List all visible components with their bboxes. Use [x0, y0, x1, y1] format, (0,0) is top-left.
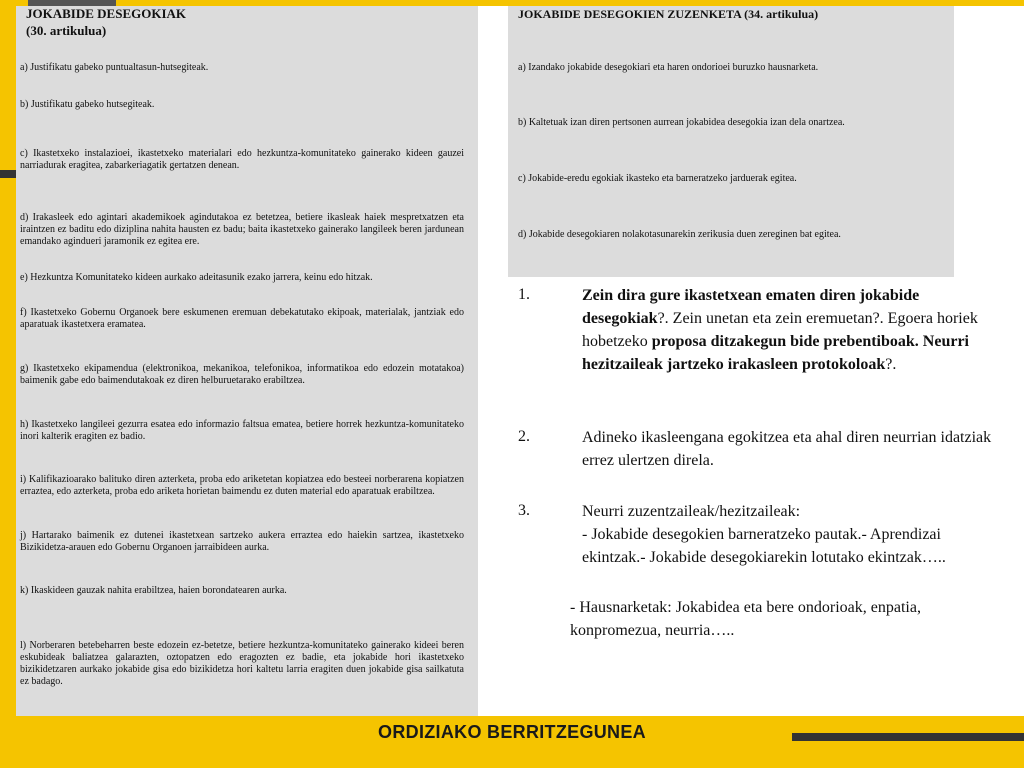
question-text	[582, 426, 1002, 472]
yellow-frame-left	[0, 0, 16, 768]
right-item-d: d) Jokabide desegokiaren nolakotasunarekin zerikusia duen zereginen bat egitea.	[518, 229, 841, 240]
left-item-j: j) Hartarako baimenik ez dutenei ikastetxean sartzeko aukera erraztea edo haiekin sartzea, ikastetxeko Bizikidetza-arauen edo Gobernu Organoen jarraibideen aurka.	[20, 530, 464, 553]
right-item-c: c) Jokabide-eredu egokiak ikasteko eta barneratzeko jarduerak egitea.	[518, 173, 797, 184]
left-scanned-panel	[16, 6, 478, 716]
left-item-d: d) Irakasleek edo agintari akademikoek agindutakoa ez betetzea, betiere ikasleak haiek mespretxatzen eta iraintzen ez baditu edo diziplina nahita hausten ez badu; baita ikastetxeko gainerako langileek beren jardunean emandako agindueri jaramonik ez egitea ere.	[20, 212, 464, 247]
question-number: 2.	[518, 428, 530, 445]
left-dark-mark	[0, 170, 16, 178]
right-item-b: b) Kaltetuak izan diren pertsonen aurrean jokabidea desegokia izan dela onartzea.	[518, 117, 845, 128]
question-text-bold: proposa ditzakegun bide prebentiboak. Neurri hezitzaileak jartzeko irakasleen protokoloak	[582, 333, 969, 373]
left-item-i: i) Kalifikazioarako balituko diren azterketa, proba edo ariketetan kopiatzea edo besteei norberarena kopiatzen erraztea, edo azterketa, proba edo ariketa horietan baimendu ez duten material edo aparatuak erabiltzea.	[20, 474, 464, 497]
question-text-plain: Neurri zuzentzaileak/hezitzaileak: - Jokabide desegokien barneratzeko pautak.- Aprendizai ekintzak.- Jokabide desegokiarekin lotutako ekintzak…..	[582, 503, 946, 566]
left-item-b: b) Justifikatu gabeko hutsegiteak.	[20, 99, 155, 110]
question-text-plain: Adineko ikasleengana egokitzea eta ahal diren neurrian idatziak errez ulertzen direla.	[582, 429, 992, 469]
question-number: 3.	[518, 502, 530, 519]
left-panel-title-line2: (30. artikulua)	[26, 23, 107, 38]
left-item-f: f) Ikastetxeko Gobernu Organoek bere eskumenen eremuan debekatutako ekipoak, materialak, jantziak edo aparatuak ikastetxera eramatea.	[20, 307, 464, 330]
left-item-e: e) Hezkuntza Komunitateko kideen aurkako adeitasunik ezako jarrera, keinu edo hitzak.	[20, 272, 373, 283]
footer-title: ORDIZIAKO BERRITZEGUNEA	[378, 722, 646, 742]
left-panel-title	[26, 5, 186, 39]
left-item-a: a) Justifikatu gabeko puntualtasun-hutsegiteak.	[20, 62, 209, 73]
left-panel-title-line1: JOKABIDE DESEGOKIAK	[26, 6, 187, 21]
right-item-a: a) Izandako jokabide desegokiari eta haren ondorioei buruzko hausnarketa.	[518, 62, 819, 73]
question-text	[582, 500, 1002, 569]
right-panel-title: JOKABIDE DESEGOKIEN ZUZENKETA (34. artikulua)	[518, 7, 819, 21]
question-number: 1.	[518, 286, 530, 303]
question-text	[582, 284, 1002, 376]
question-text-plain: ?.	[885, 356, 897, 373]
left-item-l: l) Norberaren betebeharren beste edozein ez-betetze, betiere hezkuntza-komunitateko gainerako kideei beren eskubideak baliatzea galarazten, oztopatzen edo eragozten ez badie, eta jokabide hori ikastetxeko bizikidetzaren aurkako jokabide gisa edo bizikidetza hori kaltetu larria eragiten duen jokabide gisa sailkatuta ez badago.	[20, 640, 464, 687]
white-gap	[478, 6, 508, 716]
left-item-h: h) Ikastetxeko langileei gezurra esatea edo informazio faltsua ematea, betiere horrek hezkuntza-komunitateko inori kalterik eragiten ez badio.	[20, 419, 464, 442]
hausnarketak-text: - Hausnarketak: Jokabidea eta bere ondorioak, enpatia, konpromezua, neurria…..	[570, 599, 921, 639]
left-item-c: c) Ikastetxeko instalazioei, ikastetxeko materialari edo hezkuntza-komunitateko gainerako kideen gauzei narriadurak eragitea, zabarkeriagatik gertatzen denean.	[20, 148, 464, 171]
left-item-k: k) Ikaskideen gauzak nahita erabiltzea, haien borondatearen aurka.	[20, 585, 287, 596]
question-text-bold: Zein dira gure ikastetxean ematen diren jokabide desegokiak	[582, 287, 920, 327]
left-item-g: g) Ikastetxeko ekipamendua (elektronikoa, mekanikoa, telefonikoa, informatikoa edo edozein motatakoa) baimenik gabe edo baimendutakoak ez diren helburuetarako erabiltzea.	[20, 363, 464, 386]
question-text-plain: ?. Zein unetan eta zein eremuetan?. Egoera horiek hobetzeko	[582, 310, 978, 350]
